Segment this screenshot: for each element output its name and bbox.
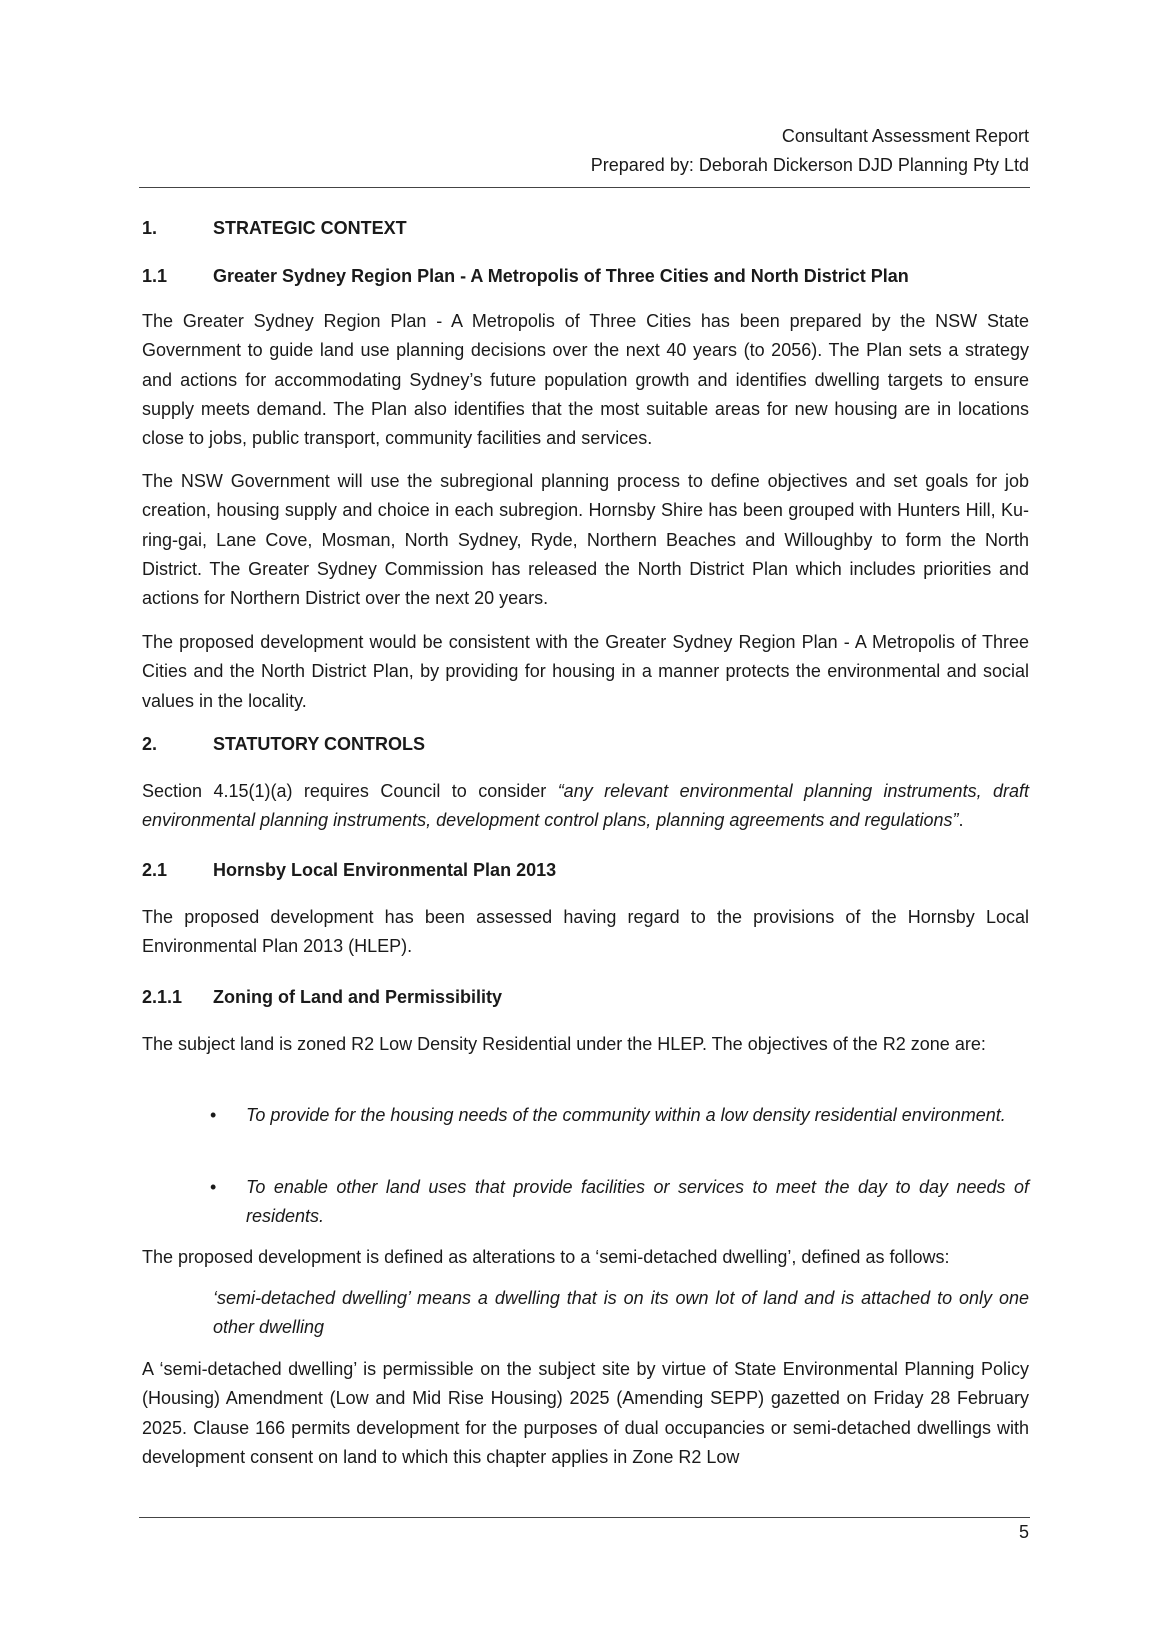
heading-greater-sydney-region-plan: 1.1 Greater Sydney Region Plan - A Metropolis of Three Cities and North District Plan <box>142 266 909 286</box>
heading-zoning-permissibility: 2.1.1 Zoning of Land and Permissibility <box>142 987 503 1007</box>
paragraph-section-4-15: Section 4.15(1)(a) requires Council to consider “any relevant environmental planning instruments, draft environmental planning instruments, development control plans, planning agreements and regulations”. <box>142 781 1030 831</box>
bullet-icon: • <box>210 1177 217 1197</box>
heading-strategic-context: 1. STRATEGIC CONTEXT <box>142 218 407 238</box>
paragraph-permissibility: A ‘semi-detached dwelling’ is permissible on the subject site by virtue of State Environmental Planning Policy (Housing) Amendment (Low and Mid Rise Housing) 2025 (Amending SEPP) gazetted on Friday 28 February 2025. Clause 166 permits development for the purposes of dual occupancies or semi-detached dwellings with development consent on land to which this chapter applies in Zone R2 Low <box>142 1359 1029 1467</box>
page-number: 5 <box>1018 1522 1029 1542</box>
heading-statutory-controls: 2. STATUTORY CONTROLS <box>142 734 426 754</box>
definition-quote: ‘semi-detached dwelling’ means a dwelling that is on its own lot of land and is attached to only one other dwelling <box>213 1288 1029 1338</box>
paragraph-region-plan: The Greater Sydney Region Plan - A Metropolis of Three Cities has been prepared by the NSW State Government to guide land use planning decisions over the next 40 years (to 2056). The Plan sets a strategy and actions for accommodating Sydney’s future population growth and identifies dwelling targets to ensure supply meets demand. The Plan also identifies that the most suitable areas for new housing are in locations close to jobs, public transport, community facilities and services. <box>142 311 1029 449</box>
prepared-by: Prepared by: Deborah Dickerson DJD Planning Pty Ltd <box>590 155 1029 175</box>
paragraph-subregional-planning: The NSW Government will use the subregional planning process to define objectives and set goals for job creation, housing supply and choice in each subregion. Hornsby Shire has been grouped with Hunters Hill, Ku-ring-gai, Lane Cove, Mosman, North Sydney, Ryde, Northern Beaches and Willoughby to form the North District. The Greater Sydney Commission has released the North District Plan which includes priorities and actions for Northern District over the next 20 years. <box>142 471 1029 609</box>
page-header <box>139 122 1029 180</box>
header-divider <box>139 187 1030 188</box>
report-title: Consultant Assessment Report <box>781 126 1029 146</box>
paragraph-r2-zone: The subject land is zoned R2 Low Density Residential under the HLEP. The objectives of the R2 zone are: <box>142 1034 986 1054</box>
paragraph-consistency: The proposed development would be consistent with the Greater Sydney Region Plan - A Metropolis of Three Cities and the North District Plan, by providing for housing in a manner protects the environmental and social values in the locality. <box>142 632 1029 711</box>
paragraph-definition-intro: The proposed development is defined as alterations to a ‘semi-detached dwelling’, defined as follows: <box>142 1247 950 1267</box>
bullet-icon: • <box>210 1105 217 1125</box>
paragraph-hlep-assessment: The proposed development has been assessed having regard to the provisions of the Hornsby Local Environmental Plan 2013 (HLEP). <box>142 907 1029 957</box>
heading-hornsby-lep: 2.1 Hornsby Local Environmental Plan 2013 <box>142 860 557 880</box>
